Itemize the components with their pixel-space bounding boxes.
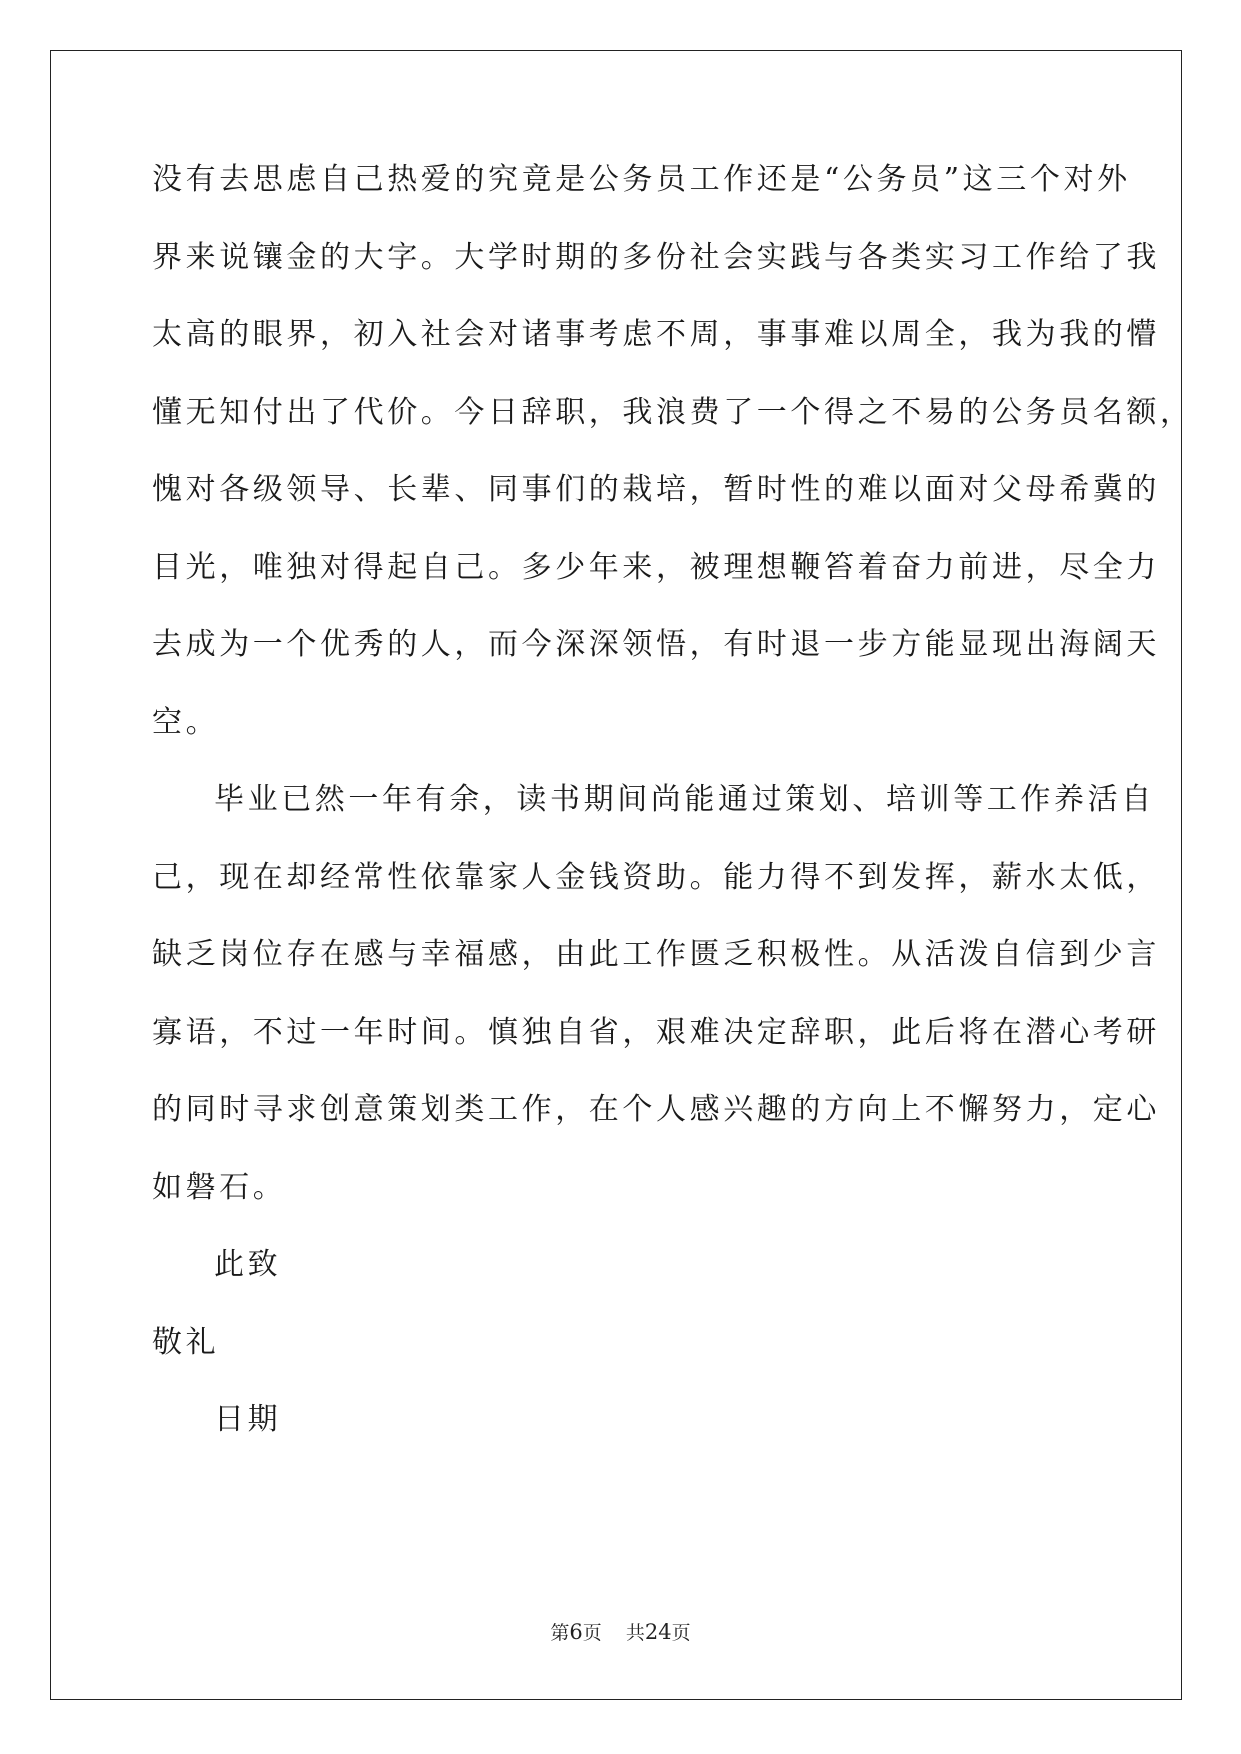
text-line: 缺乏岗位存在感与幸福感，由此工作匮乏积极性。从活泼自信到少言 — [152, 937, 1160, 972]
total-prefix: 共 — [625, 1622, 645, 1644]
date-label: 日期 — [214, 1402, 282, 1437]
paragraph-1 — [152, 160, 1194, 780]
text-line: 太高的眼界，初入社会对诸事考虑不周，事事难以周全，我为我的懵 — [152, 317, 1160, 352]
total-suffix: 页 — [671, 1622, 691, 1644]
text-line: 如磐石。 — [152, 1169, 287, 1205]
salute-line: 敬礼 — [152, 1324, 220, 1360]
text-line: 界来说镶金的大字。大学时期的多份社会实践与各类实习工作给了我 — [152, 239, 1160, 275]
text-line: 懂无知付出了代价。今日辞职，我浪费了一个得之不易的公务员名额， — [152, 394, 1194, 430]
page-number: 6 — [569, 1620, 583, 1644]
text-line: 的同时寻求创意策划类工作，在个人感兴趣的方向上不懈努力，定心 — [152, 1092, 1160, 1127]
document-body — [152, 160, 1194, 1478]
text-line: 目光，唯独对得起自己。多少年来，被理想鞭笞着奋力前进，尽全力 — [152, 549, 1160, 585]
page-suffix: 页 — [582, 1622, 602, 1644]
paragraph-2 — [152, 780, 1160, 1245]
text-line: 去成为一个优秀的人，而今深深领悟，有时退一步方能显现出海阔天 — [152, 627, 1160, 662]
page-footer — [0, 1618, 1241, 1645]
page-prefix: 第 — [550, 1622, 570, 1644]
text-line: 空。 — [152, 704, 220, 740]
total-pages: 24 — [644, 1620, 672, 1644]
closing-line: 此致 — [214, 1247, 282, 1282]
text-line: 没有去思虑自己热爱的究竟是公务员工作还是“公务员”这三个对外 — [152, 162, 1131, 197]
text-line: 愧对各级领导、长辈、同事们的栽培，暂时性的难以面对父母希冀的 — [152, 472, 1160, 507]
text-line: 己，现在却经常性依靠家人金钱资助。能力得不到发挥，薪水太低， — [152, 859, 1160, 895]
text-line: 毕业已然一年有余，读书期间尚能通过策划、培训等工作养活自 — [214, 782, 1155, 817]
text-line: 寡语，不过一年时间。慎独自省，艰难决定辞职，此后将在潜心考研 — [152, 1014, 1160, 1050]
